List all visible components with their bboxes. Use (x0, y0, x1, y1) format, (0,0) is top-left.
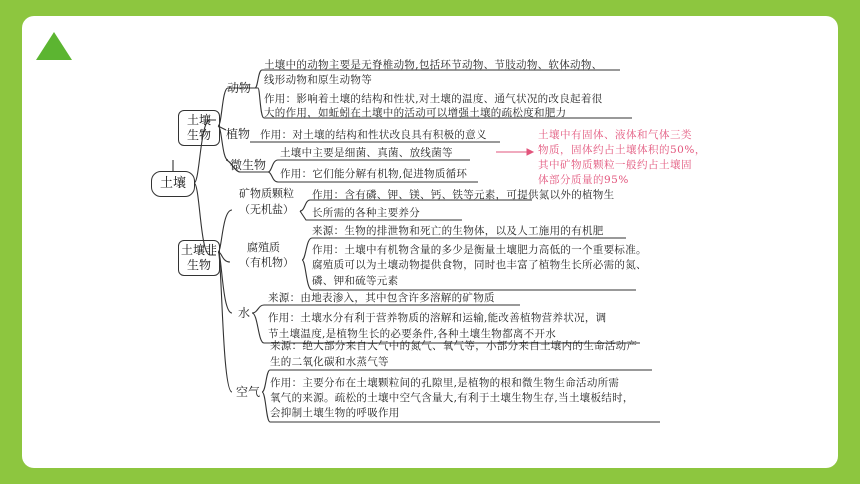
mineral-effect-line1: 作用：含有磷、钾、镁、钙、铁等元素，可提供氮以外的植物生 (312, 189, 615, 201)
animal-effect-line2: 大的作用，如蚯蚓在土壤中的活动可以增强土壤的疏松度和肥力 (264, 107, 567, 119)
note-line2: 物质，固体约占土壤体积的50%， (538, 144, 706, 156)
humus-effect-line3: 磷、钾和硫等元素 (312, 275, 399, 287)
humus-source: 来源：生物的排泄物和死亡的生物体，以及人工施用的有机肥 (312, 225, 604, 237)
soil-nonbiology-label: 土壤非生物 (180, 243, 217, 272)
soil-nonbiology-box (178, 240, 220, 276)
humus-effect-line2: 腐殖质可以为土壤动物提供食物，同时也丰富了植物生长所必需的氮、 (312, 259, 647, 271)
note-line4: 体部分质量的95% (538, 174, 629, 186)
air-source-line1: 来源：绝大部分来自大气中的氮气、氧气等，小部分来自土壤内的生命活动产 (270, 340, 638, 352)
microbe-desc: 土壤中主要是细菌、真菌、放线菌等 (280, 147, 453, 159)
animal-desc-line2: 线形动物和原生动物等 (264, 74, 372, 86)
humus-label-line2: （有机物） (239, 256, 294, 269)
note-line1: 土壤中有固体、液体和气体三类 (538, 129, 692, 141)
plant-label: 植物 (226, 127, 251, 141)
microbe-effect: 作用：它们能分解有机物,促进物质循环 (280, 168, 468, 180)
air-label: 空气 (236, 385, 261, 399)
water-effect-line2: 节土壤温度,是植物生长的必要条件,各种土壤生物都离不开水 (268, 328, 557, 340)
mineral-label-line1: 矿物质颗粒 (239, 187, 294, 200)
microbe-label: 微生物 (230, 158, 267, 172)
animal-desc-line1: 土壤中的动物主要是无脊椎动物,包括环节动物、节肢动物、软体动物、 (264, 59, 603, 71)
air-effect-line3: 会抑制土壤生物的呼吸作用 (270, 407, 400, 419)
mineral-effect-line2: 长所需的各种主要养分 (312, 207, 420, 219)
mineral-label-line2: （无机盐） (239, 203, 294, 216)
water-source: 来源：由地表渗入，其中包含许多溶解的矿物质 (268, 292, 495, 304)
humus-label-line1: 腐殖质 (247, 241, 280, 254)
water-label: 水 (238, 306, 251, 320)
water-effect-line1: 作用：土壤水分有利于营养物质的溶解和运输,能改善植物营养状况，调 (268, 312, 607, 324)
note-line3: 其中矿物质颗粒一般约占土壤固 (538, 159, 692, 171)
animal-label: 动物 (227, 81, 252, 95)
air-effect-line2: 氧气的来源。疏松的土壤中空气含量大,有利于土壤生物生存,当土壤板结时， (270, 392, 634, 404)
soil-biology-label: 土壤生物 (186, 113, 211, 142)
plant-effect: 作用：对土壤的结构和性状改良具有积极的意义 (260, 129, 487, 141)
soil-biology-box (178, 110, 220, 146)
root-node: 土壤 (151, 171, 195, 197)
humus-effect-line1: 作用：土壤中有机物含量的多少是衡量土壤肥力高低的一个重要标准。 (312, 244, 647, 256)
animal-effect-line1: 作用：影响着土壤的结构和性状,对土壤的温度、通气状况的改良起着很 (264, 93, 603, 105)
air-source-line2: 生的二氧化碳和水蒸气等 (270, 356, 389, 368)
air-effect-line1: 作用：主要分布在土壤颗粒间的孔隙里,是植物的根和微生物生命活动所需 (270, 377, 620, 389)
